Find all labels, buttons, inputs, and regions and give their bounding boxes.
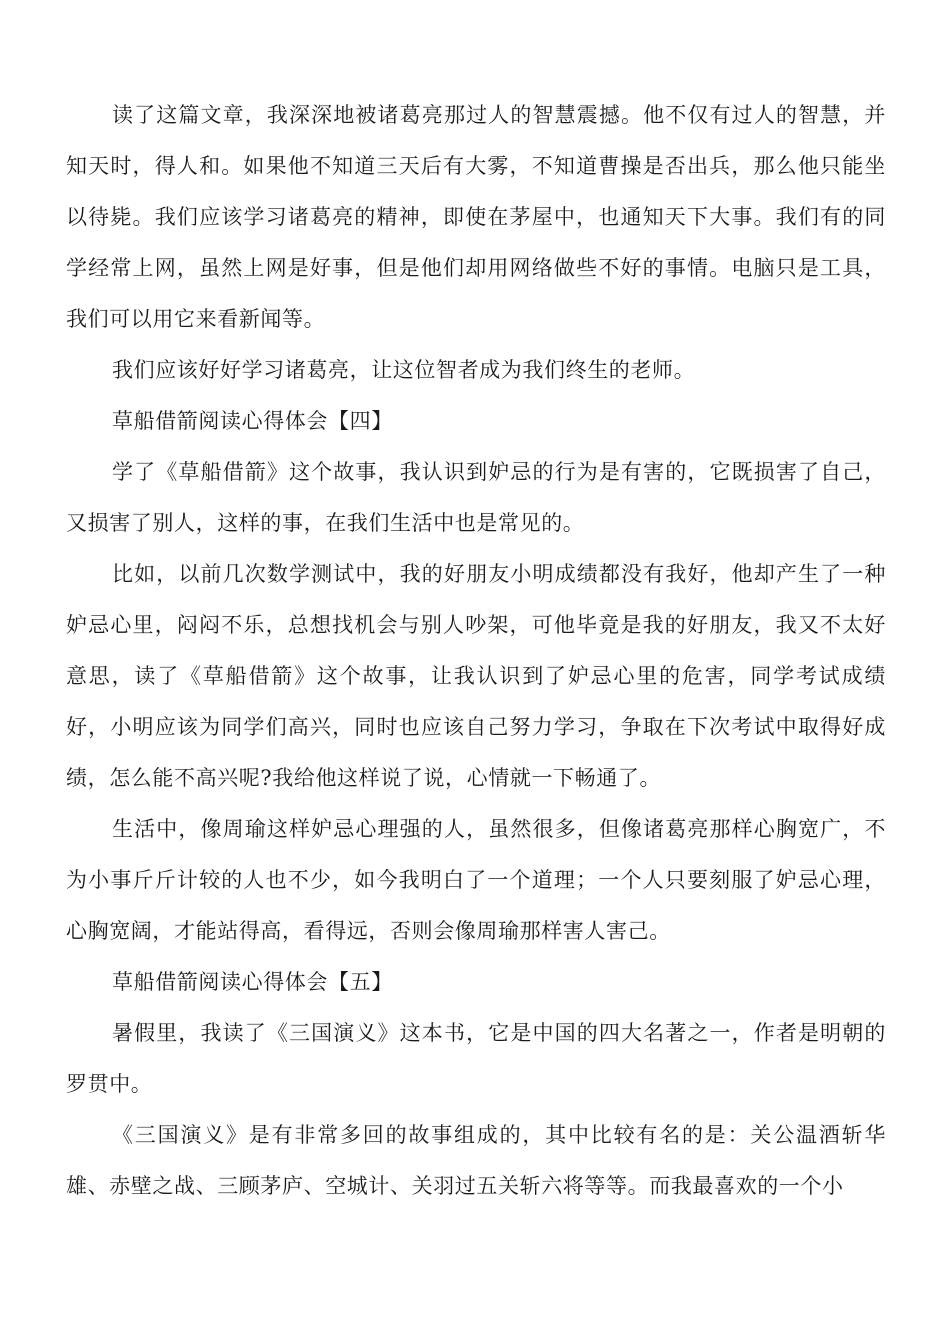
paragraph: 我们应该好好学习诸葛亮，让这位智者成为我们终生的老师。	[112, 358, 696, 382]
section-heading: 草船借箭阅读心得体会【五】	[112, 970, 393, 994]
paragraph: 比如，以前几次数学测试中，我的好朋友小明成绩都没有我好，他却产生了一种妒忌心里，闷闷不乐，总想找机会与别人吵架，可他毕竟是我的好朋友，我又不太好意思，读了《草船借箭》这个故事，让我认识到了妒忌心里的危害，同学考试成绩好，小明应该为同学们高兴，同时也应该自己努力学习，争取在下次考试中取得好成绩，怎么能不高兴呢?我给他这样说了说，心情就一下畅通了。	[66, 562, 886, 790]
paragraph: 暑假里，我读了《三国演义》这本书，它是中国的四大名著之一，作者是明朝的罗贯中。	[66, 1021, 886, 1096]
section-heading: 草船借箭阅读心得体会【四】	[112, 409, 393, 433]
paragraph: 《三国演义》是有非常多回的故事组成的，其中比较有名的是：关公温酒斩华雄、赤壁之战、三顾茅庐、空城计、关羽过五关斩六将等等。而我最喜欢的一个小	[66, 1123, 886, 1198]
paragraph: 生活中，像周瑜这样妒忌心理强的人，虽然很多，但像诸葛亮那样心胸宽广，不为小事斤斤计较的人也不少，如今我明白了一个道理；一个人只要刻服了妒忌心理，心胸宽阔，才能站得高，看得远，否则会像周瑜那样害人害己。	[66, 817, 886, 943]
paragraph: 读了这篇文章，我深深地被诸葛亮那过人的智慧震撼。他不仅有过人的智慧，并知天时，得人和。如果他不知道三天后有大雾，不知道曹操是否出兵，那么他只能坐以待毙。我们应该学习诸葛亮的精神，即使在茅屋中，也通知天下大事。我们有的同学经常上网，虽然上网是好事，但是他们却用网络做些不好的事情。电脑只是工具，我们可以用它来看新闻等。	[66, 103, 886, 331]
document-body	[66, 90, 886, 1212]
paragraph: 学了《草船借箭》这个故事，我认识到妒忌的行为是有害的，它既损害了自己，又损害了别人，这样的事，在我们生活中也是常见的。	[66, 460, 886, 535]
